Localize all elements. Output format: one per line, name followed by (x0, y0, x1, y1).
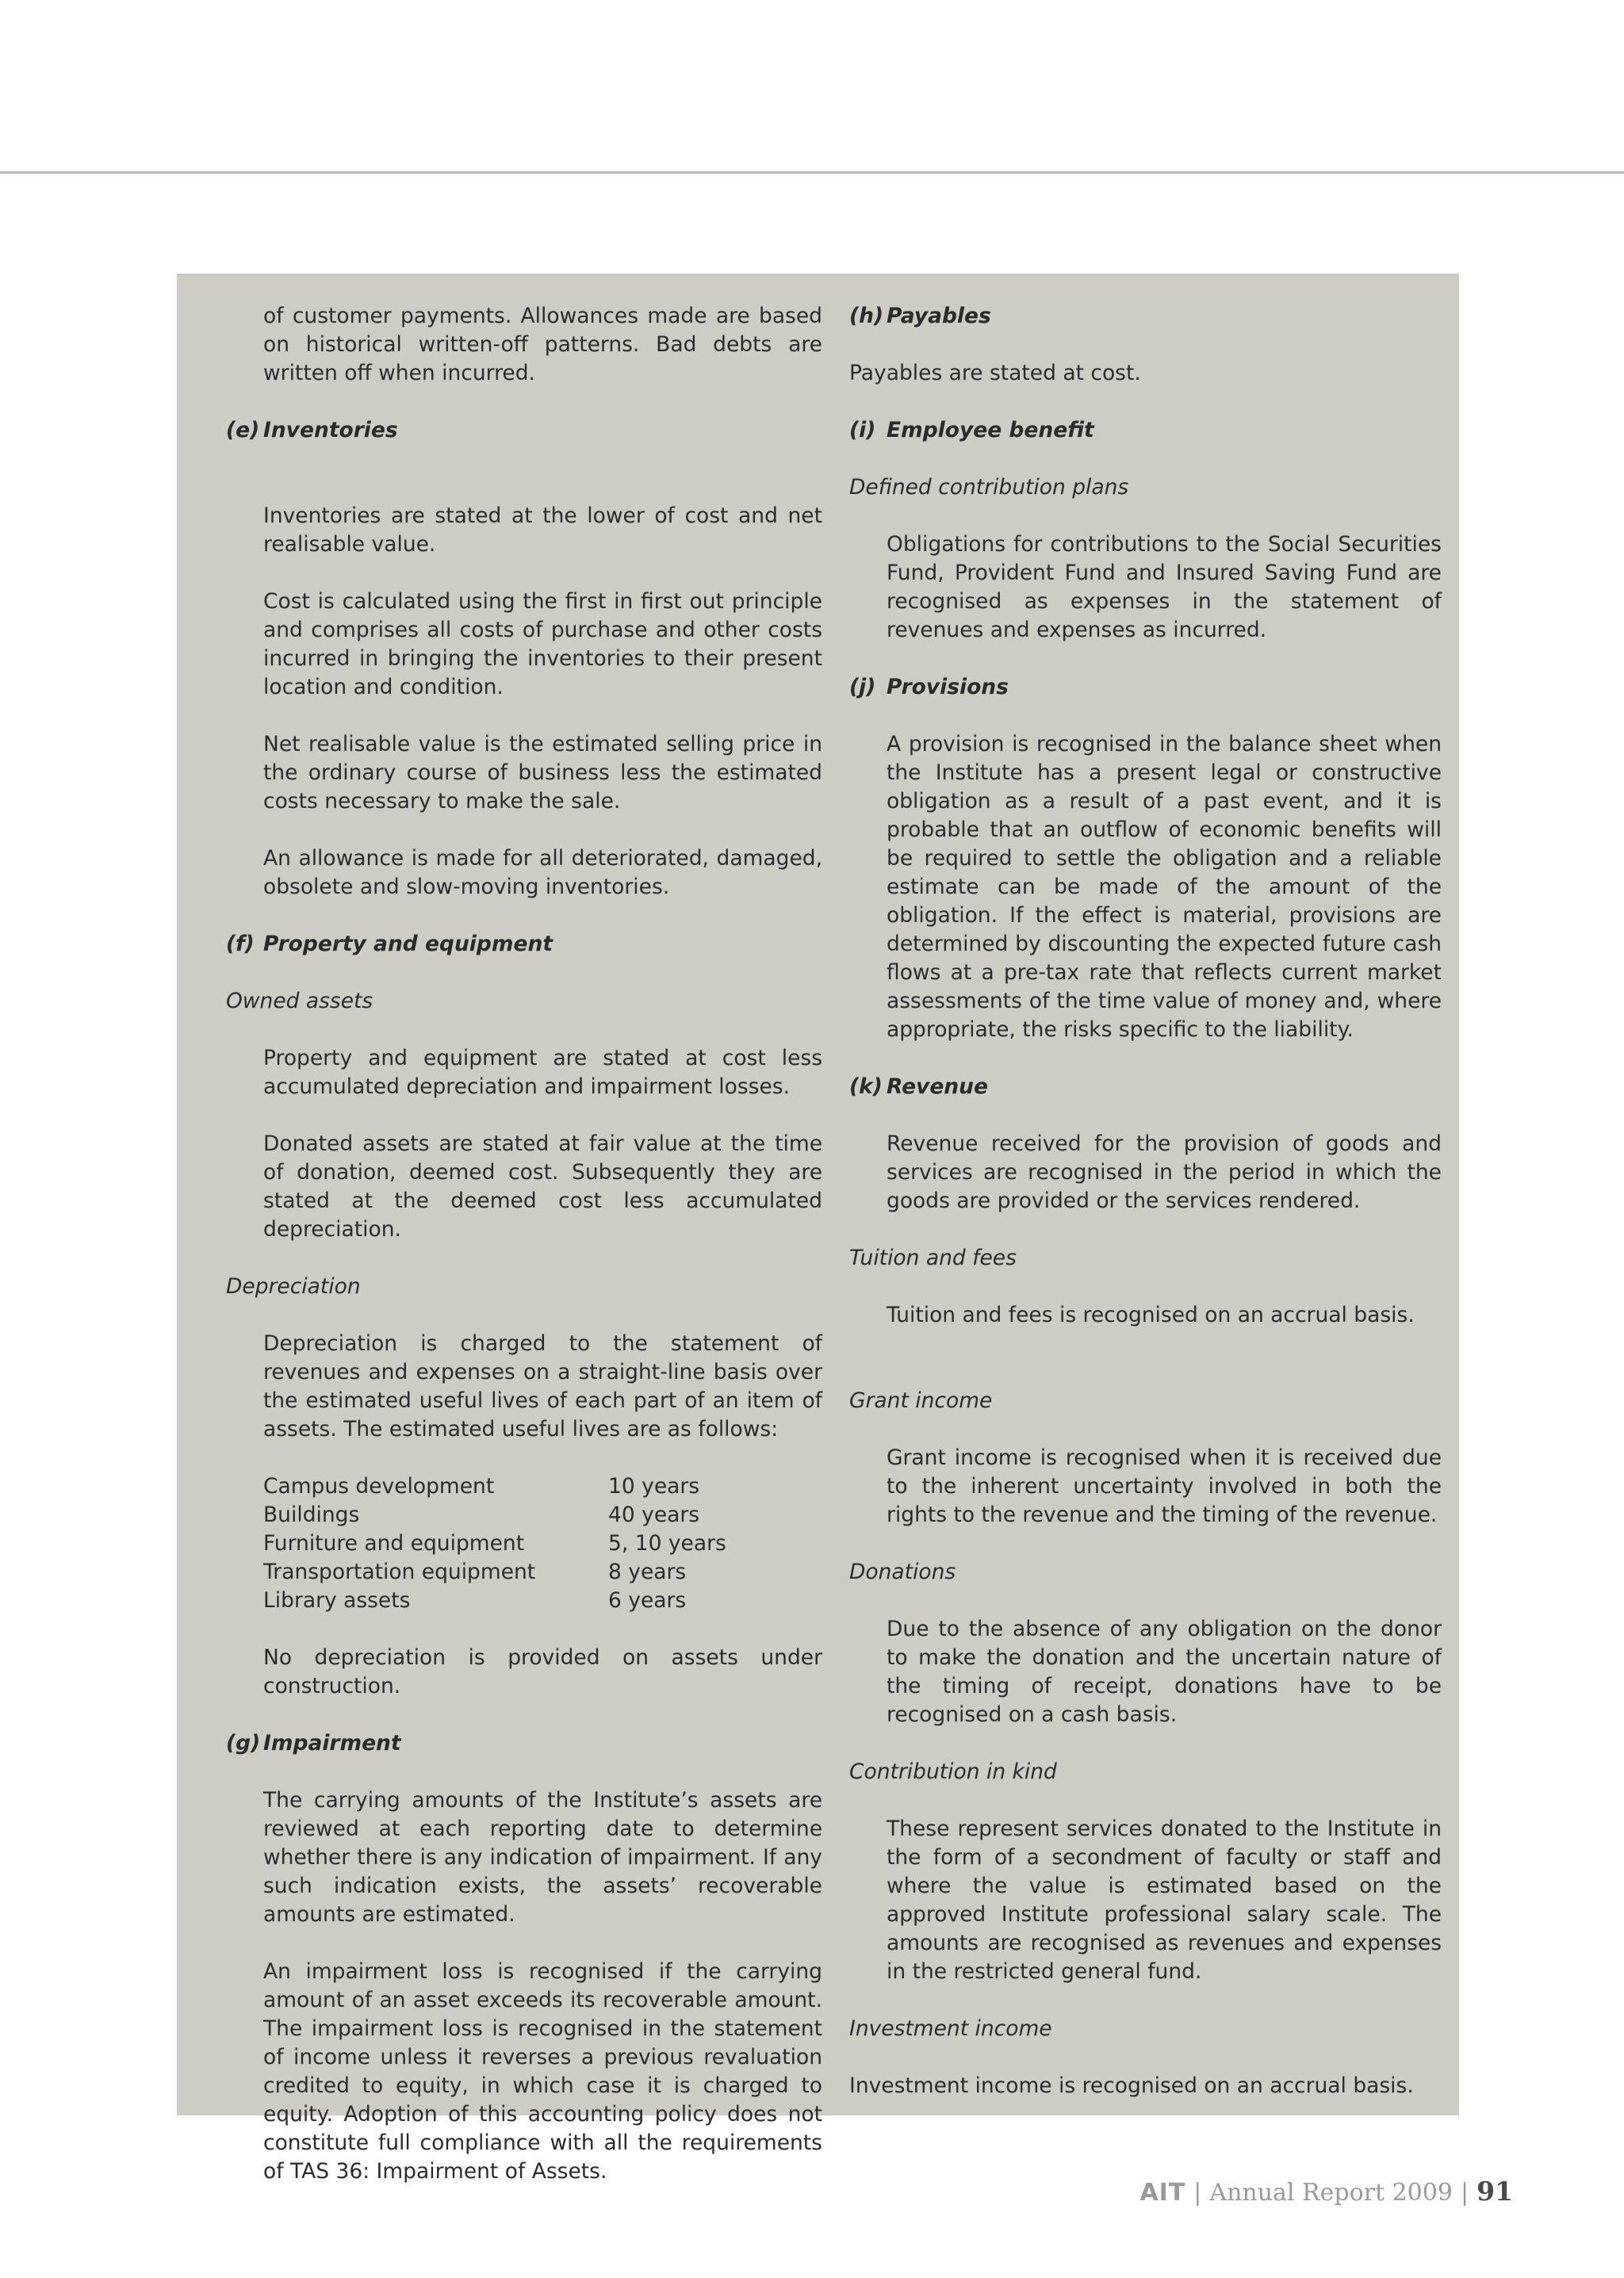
section-heading-payables (849, 302, 1442, 331)
paragraph: Inventories are stated at the lower of cost and net realisable value. (263, 503, 822, 557)
section-label: (g) (226, 1731, 261, 1755)
paragraph: The carrying amounts of the Institute’s assets are reviewed at each reporting date to determine whether there is any indication of impairment. If any such indication exists, the assets’ recoverable amounts are estimated. (263, 1788, 822, 1927)
table-row (263, 1472, 822, 1501)
paragraph: An allowance is made for all deteriorated, damaged, obsolete and slow-moving inventories. (263, 846, 822, 899)
asset-name: Library assets (263, 1588, 411, 1613)
right-column (849, 302, 1442, 2129)
subheading-grant-income: Grant income (849, 1388, 993, 1413)
section-heading-revenue (849, 1073, 1442, 1101)
subheading-contribution-in-kind: Contribution in kind (849, 1759, 1057, 1784)
paragraph: Depreciation is charged to the statement of revenues and expenses on a straight-line basis over the estimated useful lives of each part of an item of assets. The estimated useful lives are as follows: (263, 1331, 822, 1441)
asset-name: Furniture and equipment (263, 1531, 525, 1556)
subheading-donations: Donations (849, 1560, 956, 1584)
paragraph: Due to the absence of any obligation on the donor to make the donation and the uncertain nature of the timing of receipt, donations have to be recognised on a cash basis. (887, 1617, 1442, 1727)
section-label: (j) (849, 675, 876, 699)
section-label: (i) (849, 418, 876, 442)
asset-name: Transportation equipment (263, 1560, 536, 1584)
footer-separator: | (1193, 2179, 1202, 2207)
subheading-investment-income: Investment income (849, 2016, 1052, 2041)
page-footer (1139, 2176, 1513, 2207)
asset-years: 10 years (608, 1474, 700, 1499)
subheading-owned-assets: Owned assets (226, 989, 373, 1013)
footer-report-title: Annual Report 2009 (1209, 2179, 1453, 2207)
paragraph: No depreciation is provided on assets under construction. (263, 1645, 822, 1698)
section-title: Payables (887, 304, 991, 328)
table-row (263, 1558, 822, 1587)
subheading-tuition: Tuition and fees (849, 1246, 1017, 1270)
paragraph: An impairment loss is recognised if the carrying amount of an asset exceeds its recoverable amount. The impairment loss is recognised in the statement of income unless it reverses a previous revaluation credited to equity, in which case it is charged to equity. Adoption of this accounting policy does not constitute full compliance with all the requirements of TAS 36: Impairment of Assets. (263, 1959, 822, 2184)
section-heading-provisions (849, 673, 1442, 702)
page-number: 91 (1477, 2176, 1513, 2207)
content-panel (177, 274, 1459, 2184)
section-heading-property (226, 930, 822, 959)
paragraph: Investment income is recognised on an accrual basis. (849, 2073, 1414, 2098)
section-heading-employee-benefit (849, 416, 1442, 445)
paragraph: Grant income is recognised when it is received due to the inherent uncertainty involved in both the rights to the revenue and the timing of the revenue. (887, 1445, 1442, 1527)
footer-brand: AIT (1139, 2179, 1186, 2207)
asset-name: Buildings (263, 1503, 360, 1527)
paragraph: Obligations for contributions to the Social Securities Fund, Provident Fund and Insured Saving Fund are recognised as expenses in the statement of revenues and expenses as incurred. (887, 532, 1442, 642)
header-rule (0, 171, 1624, 174)
section-label: (k) (849, 1074, 883, 1099)
useful-lives-table (226, 1472, 822, 1615)
paragraph: Cost is calculated using the first in first out principle and comprises all costs of purchase and other costs incurred in bringing the inventories to their present location and condition. (263, 589, 822, 699)
asset-years: 6 years (608, 1588, 687, 1613)
paragraph: Net realisable value is the estimated selling price in the ordinary course of business less the estimated costs necessary to make the sale. (263, 732, 822, 814)
paragraph: These represent services donated to the Institute in the form of a secondment of faculty or staff and where the value is estimated based on the approved Institute professional salary scale. The amounts are recognised as revenues and expenses in the restricted general fund. (887, 1817, 1442, 1984)
section-title: Impairment (263, 1731, 401, 1755)
section-title: Revenue (887, 1074, 989, 1099)
continued-paragraph: of customer payments. Allowances made are based on historical written-off patterns. Bad debts are written off when incurred. (263, 304, 822, 385)
footer-page-separator: | (1460, 2179, 1469, 2207)
section-title: Property and equipment (263, 932, 553, 956)
paragraph: Payables are stated at cost. (849, 361, 1141, 385)
section-label: (h) (849, 304, 884, 328)
paragraph: Revenue received for the provision of goods and services are recognised in the period in which the goods are provided or the services rendered. (887, 1131, 1442, 1213)
asset-years: 8 years (608, 1560, 687, 1584)
paragraph: A provision is recognised in the balance sheet when the Institute has a present legal or constructive obligation as a result of a past event, and it is probable that an outflow of economic benefits will be required to settle the obligation and a reliable estimate can be made of the amount of the obligation. If the effect is material, provisions are determined by discounting the expected future cash flows at a pre-tax rate that reflects current market assessments of the time value of money and, where appropriate, the risks specific to the liability. (887, 732, 1442, 1042)
paragraph: Property and equipment are stated at cost less accumulated depreciation and impairment losses. (263, 1046, 822, 1099)
asset-name: Campus development (263, 1474, 495, 1499)
section-label: (e) (226, 418, 260, 442)
section-title: Provisions (887, 675, 1009, 699)
section-label: (f) (226, 932, 255, 956)
left-column (226, 302, 822, 2215)
table-row (263, 1530, 822, 1558)
section-heading-impairment (226, 1729, 822, 1758)
paragraph: Tuition and fees is recognised on an accrual basis. (887, 1303, 1415, 1327)
subheading-depreciation: Depreciation (226, 1274, 361, 1299)
section-title: Inventories (263, 418, 398, 442)
table-row (263, 1501, 822, 1530)
asset-years: 5, 10 years (608, 1531, 726, 1556)
subheading-defined-contribution: Defined contribution plans (849, 475, 1129, 500)
table-row (263, 1587, 822, 1615)
paragraph: Donated assets are stated at fair value at the time of donation, deemed cost. Subsequently they are stated at the deemed cost less accumulated depreciation. (263, 1131, 822, 1242)
section-title: Employee benefit (887, 418, 1094, 442)
asset-years: 40 years (608, 1503, 700, 1527)
section-heading-inventories (226, 416, 822, 445)
